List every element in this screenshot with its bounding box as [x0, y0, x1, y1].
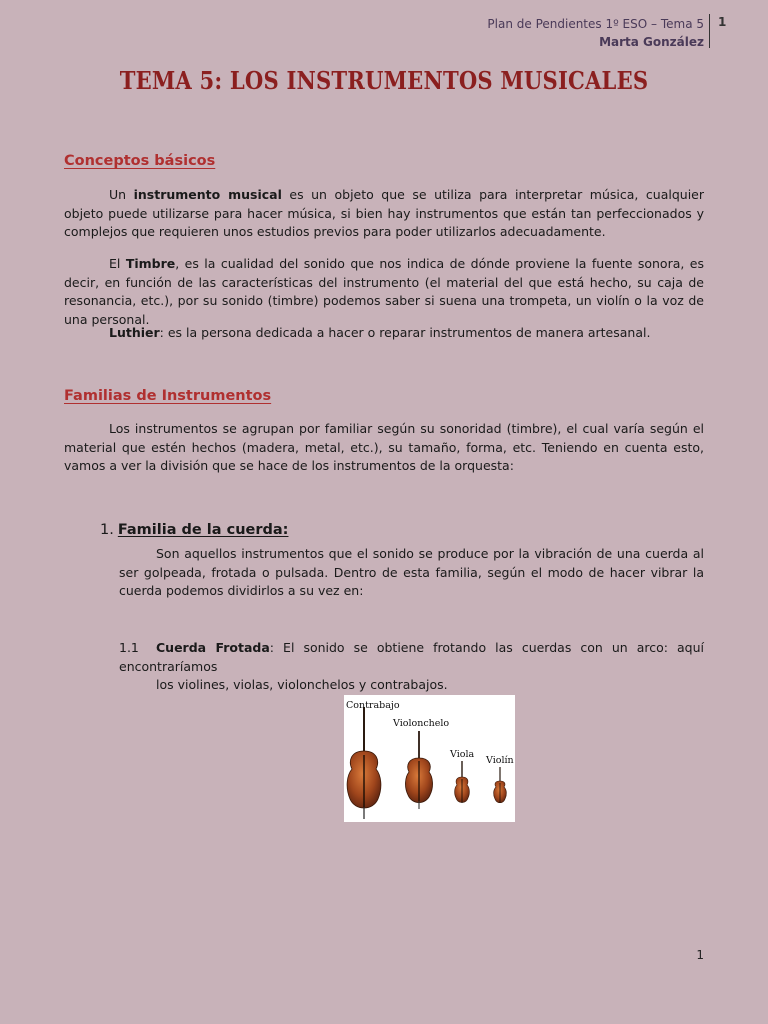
viola-icon [455, 761, 470, 803]
list-number: 1. [100, 522, 114, 538]
text-run: Un [109, 187, 134, 202]
footer-page-number: 1 [696, 948, 704, 962]
list-heading-cuerda [100, 522, 288, 538]
para-luthier [64, 324, 704, 343]
violin-icon [494, 767, 507, 803]
header-divider [709, 14, 710, 48]
text-run: : es la persona dedicada a hacer o reparar instrumentos de manera artesanal. [159, 325, 651, 340]
para-familias: Los instrumentos se agrupan por familiar según su sonoridad (timbre), el cual varía según el material que estén hechos (madera, metal, etc.), su tamaño, forma, etc. Teniendo en cuenta esto, vamos a ver la división que se hace de los instrumentos de la orquesta: [64, 421, 704, 473]
text-run: : El sonido se obtiene frotando las cuerdas con un arco: aquí encontraríamos [119, 640, 704, 674]
label-contrabajo: Contrabajo [346, 700, 400, 711]
para-instrumento [64, 186, 704, 242]
list-heading-text: Familia de la cuerda: [117, 522, 289, 538]
header-author: Marta González [599, 35, 704, 49]
label-violonchelo: Violonchelo [393, 718, 450, 729]
string-instruments-figure [344, 695, 515, 822]
text-run: El [109, 256, 126, 271]
text-run: , es la cualidad del sonido que nos indica de dónde proviene la fuente sonora, es decir, en función de las características del instrumento (el material del que está hecho, su caja de resonancia, etc.), por su sonido (timbre) podemos saber si suena una trompeta, un violín o la voz de una personal. [64, 256, 704, 327]
text-run: es un objeto que se utiliza para interpretar música, cualquier objeto puede utilizarse para hacer música, si bien hay instrumentos que están tan perfeccionados y complejos que requieren unos estudios previos para poder utilizarlos adecuadamente. [64, 187, 704, 239]
para-cuerda: Son aquellos instrumentos que el sonido se produce por la vibración de una cuerda al ser golpeada, frotada o pulsada. Dentro de esta familia, según el modo de hacer vibrar la cuerda podemos dividirlos a su vez en: [119, 546, 704, 598]
header-page-number: 1 [718, 15, 727, 29]
label-viola: Viola [450, 749, 475, 760]
violonchelo-icon [405, 731, 432, 809]
page-title: TEMA 5: LOS INSTRUMENTOS MUSICALES [119, 66, 649, 95]
term-cuerda-frotada: Cuerda Frotada [156, 640, 270, 655]
sub-item-number: 1.1 [119, 640, 139, 655]
label-violin: Violín [486, 755, 514, 766]
header-course: Plan de Pendientes 1º ESO – Tema 5 [487, 17, 704, 31]
heading-conceptos: Conceptos básicos [64, 153, 216, 169]
term-timbre: Timbre [125, 256, 176, 271]
term-instrumento: instrumento musical [133, 187, 282, 202]
term-luthier: Luthier [109, 325, 160, 340]
running-header [487, 15, 704, 51]
para-timbre [64, 255, 704, 329]
heading-familias: Familias de Instrumentos [64, 388, 272, 404]
contrabajo-icon [347, 707, 381, 819]
sub-item-cuerda-frotada [119, 639, 704, 695]
text-run: los violines, violas, violonchelos y contrabajos. [156, 677, 448, 692]
